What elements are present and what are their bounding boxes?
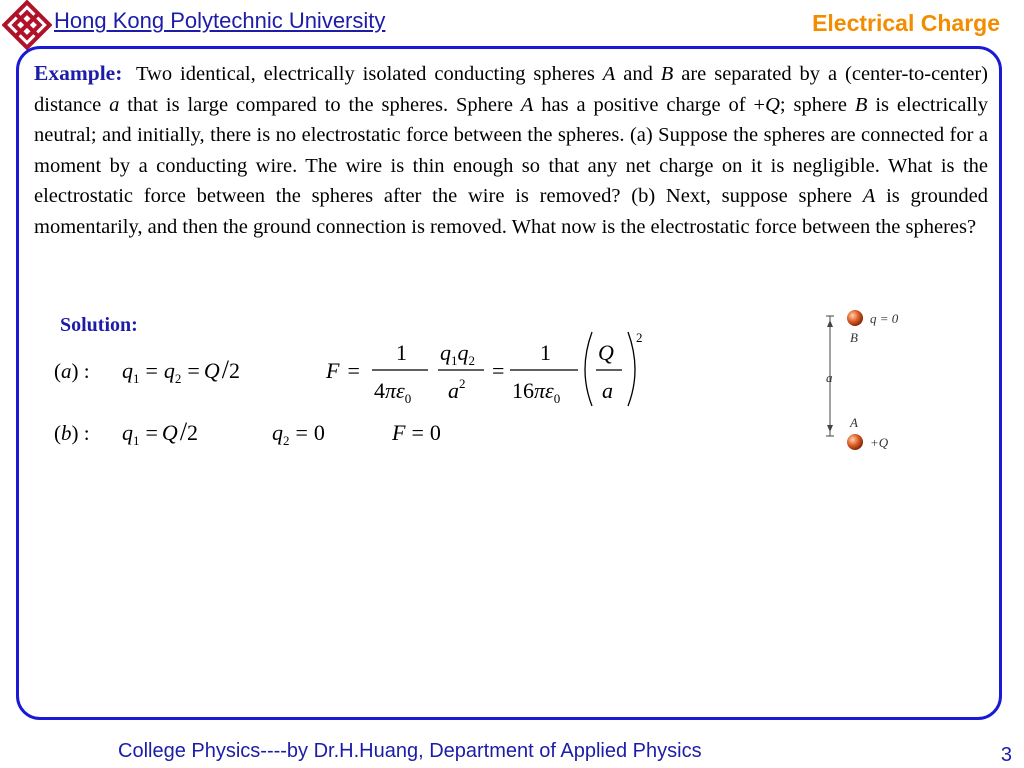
problem-text: are separated by a (center-to-center) distance xyxy=(34,63,988,116)
svg-text:2: 2 xyxy=(636,330,643,345)
top-charge-label: q = 0 xyxy=(870,311,899,326)
var-B: B xyxy=(854,93,868,116)
svg-text:q2=0: $q_2 = 0$ xyxy=(272,420,325,448)
svg-text:F=: F = xyxy=(326,358,360,383)
problem-text: and xyxy=(615,63,661,85)
var-A: A xyxy=(520,93,534,116)
polyu-logo-icon xyxy=(2,0,52,50)
sphere-b-label: B xyxy=(850,330,858,345)
svg-text:(a) :: (a) : xyxy=(54,359,90,383)
slide-title: Electrical Charge xyxy=(812,10,1000,36)
problem-text: has a positive charge of + xyxy=(533,93,766,116)
problem-text: Two identical, electrically isolated conducting spheres xyxy=(135,63,603,85)
university-link[interactable]: Hong Kong Polytechnic University xyxy=(54,8,386,33)
svg-text:16πε0: $16\pi\varepsilon_0$ xyxy=(512,378,561,406)
page-number: 3 xyxy=(1000,744,1012,766)
problem-statement xyxy=(34,58,988,243)
svg-text:q1=q2=Q/2: $q_1 = q_2 = Q/2$ xyxy=(122,355,240,386)
svg-text:q1q2: $q_1q_2$ xyxy=(440,340,475,368)
svg-text:1: 1 xyxy=(540,340,551,365)
svg-text:a: a xyxy=(602,378,613,403)
svg-text:4πε0: $4\pi\varepsilon_0$ xyxy=(374,378,412,406)
svg-text:Q: Q xyxy=(598,340,614,365)
footer-text: College Physics----by Dr.H.Huang, Department of Applied Physics xyxy=(118,740,702,762)
problem-text: is electrically neutral; and initially, there is no electrostatic force between the spheres. (a) Suppose the spheres are connected for a moment by a conducting wire. The wire is thin enough so that any net charge on it is negligible. What is the electrostatic force between the spheres after the wire is removed? (b) Next, suppose sphere xyxy=(34,93,988,208)
svg-text:q1=Q/2: $q_1 = Q/2$ xyxy=(122,417,199,448)
var-Q: Q xyxy=(765,93,780,116)
sphere-a-label: A xyxy=(850,415,858,430)
sphere-a-icon xyxy=(847,434,863,450)
example-label: Example: xyxy=(34,61,123,85)
var-A: A xyxy=(602,63,616,85)
svg-text:1: 1 xyxy=(396,340,407,365)
svg-text:F=0: F = 0 xyxy=(392,420,441,445)
svg-text:=: = xyxy=(492,358,505,383)
bottom-charge-label: +Q xyxy=(870,435,889,450)
distance-label: a xyxy=(826,370,833,385)
sphere-b-icon xyxy=(847,310,863,326)
problem-text: is grounded momentarily, and then the ground connection is removed. What now is the electrostatic force between the spheres? xyxy=(34,185,988,238)
problem-text: ; sphere xyxy=(779,93,855,116)
problem-text: that is large compared to the spheres. Sphere xyxy=(119,93,521,116)
svg-text:a2: $a^2$ xyxy=(448,376,466,403)
var-B: B xyxy=(660,63,674,85)
spheres-figure xyxy=(800,296,924,466)
svg-text:(b) :: (b) : xyxy=(54,421,90,445)
solution-label: Solution: xyxy=(60,314,138,336)
var-A: A xyxy=(862,185,876,208)
var-a: a xyxy=(109,93,120,116)
